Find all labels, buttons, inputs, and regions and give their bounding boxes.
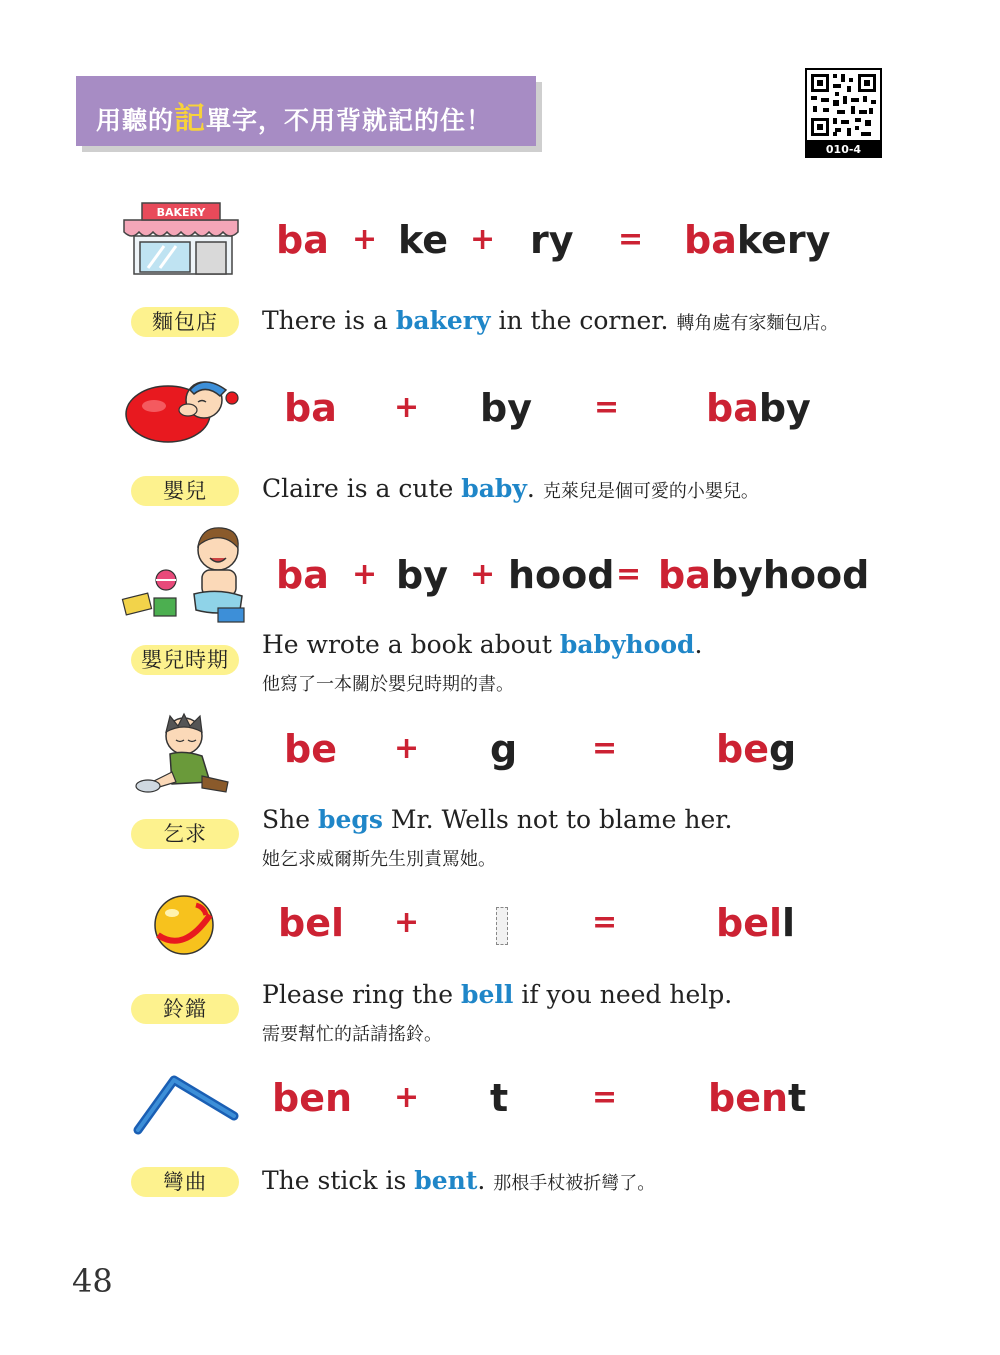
title-banner — [76, 76, 536, 146]
meaning-badge: 嬰兒 — [131, 476, 239, 506]
bell-icon — [152, 893, 216, 957]
word-part: ben — [272, 1076, 353, 1120]
meaning-badge: 乞求 — [131, 819, 239, 849]
plus-sign: + — [394, 731, 420, 766]
equals-sign: = — [592, 731, 618, 766]
word-part: ba — [276, 218, 329, 262]
bent-stick-icon — [132, 1072, 240, 1136]
plus-sign: + — [470, 557, 496, 592]
equals-sign: = — [618, 222, 644, 257]
equals-sign: = — [616, 557, 642, 592]
qr-code[interactable] — [805, 68, 882, 158]
qr-code-image — [805, 68, 882, 142]
word-part: be — [284, 727, 337, 771]
word-part: ry — [530, 218, 574, 262]
plus-sign: + — [394, 390, 420, 425]
translation: 她乞求威爾斯先生別責罵她。 — [262, 849, 496, 870]
word-part: ba — [276, 553, 329, 597]
plus-sign: + — [470, 222, 496, 257]
bakery-sign-text: BAKERY — [156, 206, 206, 219]
word-equation — [276, 545, 870, 605]
plus-sign: + — [394, 1080, 420, 1115]
example-sentence: There is a bakery in the corner. 轉角處有家麵包店。 — [262, 306, 839, 335]
banner-highlight: 記 — [174, 101, 207, 137]
baby-icon — [122, 376, 244, 444]
plus-sign: + — [352, 557, 378, 592]
keyword: babyhood — [559, 630, 695, 659]
word-part: g — [490, 727, 518, 771]
equals-sign: = — [592, 1080, 618, 1115]
result-word: babyhood — [658, 553, 870, 597]
example-sentence: She begs Mr. Wells not to blame her. — [262, 805, 733, 834]
result-word: bakery — [684, 218, 831, 262]
translation: 克萊兒是個可愛的小嬰兒。 — [542, 481, 759, 502]
keyword: baby — [461, 474, 527, 503]
translation: 他寫了一本關於嬰兒時期的書。 — [262, 674, 514, 695]
blank-box — [496, 893, 508, 953]
keyword: begs — [317, 805, 383, 834]
word-part: by — [480, 386, 532, 430]
meaning-badge: 嬰兒時期 — [131, 645, 239, 675]
word-part: hood — [508, 553, 615, 597]
word-equation — [278, 893, 838, 953]
word-equation — [284, 719, 824, 779]
word-equation — [276, 210, 836, 270]
translation: 需要幫忙的話請搖鈴。 — [262, 1024, 442, 1045]
example-sentence: Claire is a cute baby. 克萊兒是個可愛的小嬰兒。 — [262, 474, 759, 503]
beggar-icon — [132, 712, 236, 796]
example-sentence: The stick is bent. 那根手杖被折彎了。 — [262, 1166, 656, 1195]
keyword: bent — [414, 1166, 478, 1195]
word-part: by — [396, 553, 448, 597]
word-part: t — [490, 1076, 509, 1120]
word-part: ba — [284, 386, 337, 430]
keyword: bakery — [395, 306, 491, 335]
word-part: ke — [398, 218, 449, 262]
meaning-badge: 彎曲 — [131, 1167, 239, 1197]
babyhood-icon — [118, 524, 248, 624]
page-number: 48 — [72, 1262, 113, 1300]
equals-sign: = — [594, 390, 620, 425]
translation: 轉角處有家麵包店。 — [676, 313, 839, 334]
result-word: bent — [708, 1076, 807, 1120]
example-sentence: He wrote a book about babyhood. — [262, 630, 703, 659]
word-equation — [284, 378, 824, 438]
meaning-badge: 鈴鐺 — [131, 994, 239, 1024]
result-word: beg — [716, 727, 797, 771]
plus-sign: + — [352, 222, 378, 257]
meaning-badge: 麵包店 — [131, 307, 239, 337]
plus-sign: + — [394, 905, 420, 940]
keyword: bell — [460, 980, 514, 1009]
bakery-icon — [120, 200, 242, 276]
qr-code-label: 010-4 — [805, 142, 882, 158]
result-word: bell — [716, 901, 796, 945]
banner-title: 用聽的記單字，不用背就記的住！ — [96, 101, 493, 137]
result-word: baby — [706, 386, 811, 430]
example-sentence: Please ring the bell if you need help. — [262, 980, 733, 1009]
word-equation — [272, 1068, 832, 1128]
word-part: bel — [278, 901, 344, 945]
equals-sign: = — [592, 905, 618, 940]
translation: 那根手杖被折彎了。 — [493, 1173, 656, 1194]
